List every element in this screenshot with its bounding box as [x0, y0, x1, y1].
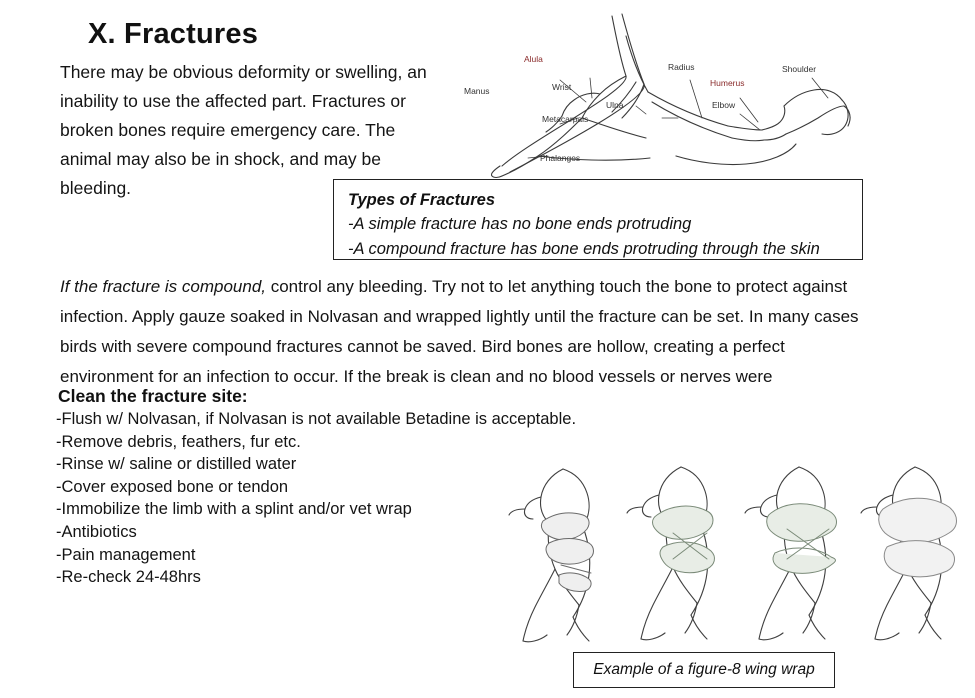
wing-label-ulna: Ulna	[606, 100, 624, 110]
paragraph-lead: If the fracture is compound,	[60, 277, 266, 296]
list-item: -Re-check 24-48hrs	[56, 568, 201, 587]
types-box-line-compound: -A compound fracture has bone ends protruding through the skin	[348, 240, 820, 258]
intro-paragraph: There may be obvious deformity or swelling, an inability to use the affected part. Fractures or broken bones require emergency care. The animal may also be in shock, and may be bleeding.	[60, 62, 427, 198]
wing-label-elbow: Elbow	[712, 100, 736, 110]
wing-label-radius: Radius	[668, 62, 695, 72]
list-item: -Cover exposed bone or tendon	[56, 477, 289, 496]
clean-site-list	[56, 408, 577, 589]
wing-label-shoulder: Shoulder	[782, 64, 817, 74]
list-item: -Pain management	[56, 545, 196, 564]
figure-eight-wrap-figure	[495, 455, 965, 670]
wing-label-wrist: Wrist	[552, 82, 572, 92]
wing-label-phalanges: Phalanges	[540, 153, 581, 163]
paragraph-rest: control any bleeding. Try not to let anything touch the bone to protect against infection. Apply gauze soaked in Nolvasan and wrapped lightly until the fracture can be set. In many cases birds with severe compound fractures cannot be saved. Bird bones are hollow, creating a perfect environment for an infection to occur. If the break is clean and no blood vessels or nerves were	[60, 277, 859, 386]
wing-label-manus: Manus	[464, 86, 490, 96]
page-title: X. Fractures	[88, 18, 259, 50]
list-item: -Antibiotics	[56, 522, 137, 541]
list-item: -Immobilize the limb with a splint and/or vet wrap	[56, 500, 412, 519]
wing-anatomy-figure	[440, 6, 860, 186]
wing-label-humerus: Humerus	[710, 78, 745, 88]
wing-label-metacarpals: Metacarpals	[542, 114, 589, 124]
clean-site-heading: Clean the fracture site:	[58, 386, 248, 406]
list-item: -Flush w/ Nolvasan, if Nolvasan is not available Betadine is acceptable.	[56, 410, 577, 428]
types-box-heading: Types of Fractures	[348, 191, 496, 209]
list-item: -Rinse w/ saline or distilled water	[56, 455, 297, 474]
figure-caption-text: Example of a figure-8 wing wrap	[593, 661, 815, 678]
figure-caption-box	[573, 652, 835, 688]
types-of-fractures-box	[333, 179, 863, 260]
types-box-line-simple: -A simple fracture has no bone ends protruding	[348, 215, 692, 233]
wing-label-alula: Alula	[524, 54, 543, 64]
list-item: -Remove debris, feathers, fur etc.	[56, 432, 301, 451]
compound-fracture-paragraph	[60, 272, 860, 392]
